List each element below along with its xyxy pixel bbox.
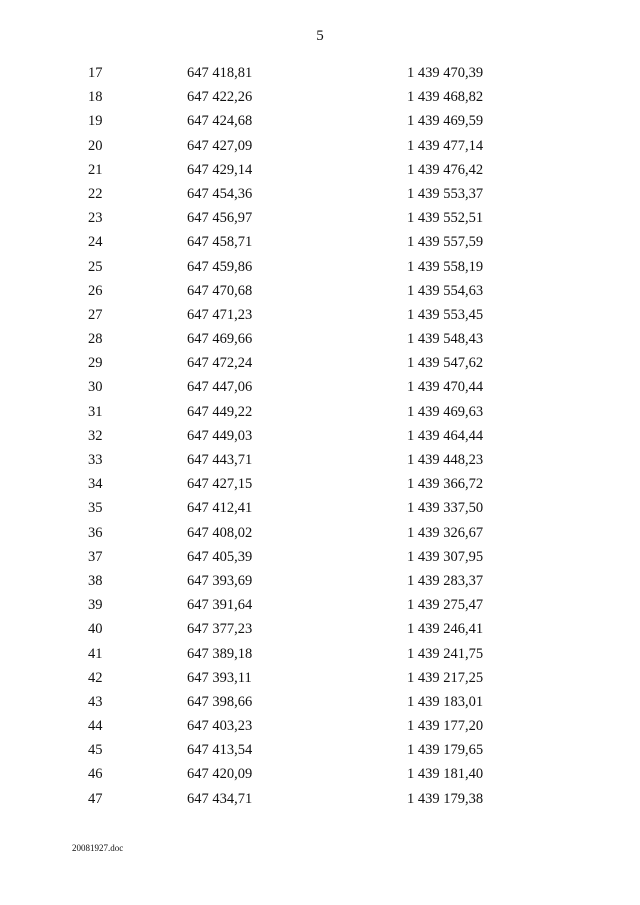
x-coordinate-cell: 647 398,66 — [187, 693, 253, 710]
coordinate-table — [0, 61, 640, 811]
x-coordinate-cell: 647 456,97 — [187, 210, 253, 227]
point-number-cell: 43 — [88, 693, 103, 710]
table-row — [0, 182, 640, 206]
y-coordinate-cell: 1 439 552,51 — [407, 210, 484, 227]
table-row — [0, 545, 640, 569]
point-number-cell: 37 — [88, 548, 103, 565]
point-number-cell: 42 — [88, 669, 103, 686]
table-row — [0, 279, 640, 303]
x-coordinate-cell: 647 471,23 — [187, 306, 253, 323]
y-coordinate-cell: 1 439 476,42 — [407, 161, 484, 178]
x-coordinate-cell: 647 449,22 — [187, 403, 253, 420]
table-row — [0, 666, 640, 690]
table-row — [0, 230, 640, 254]
y-coordinate-cell: 1 439 468,82 — [407, 89, 484, 106]
y-coordinate-cell: 1 439 464,44 — [407, 427, 484, 444]
x-coordinate-cell: 647 458,71 — [187, 234, 253, 251]
point-number-cell: 46 — [88, 766, 103, 783]
x-coordinate-cell: 647 405,39 — [187, 548, 253, 565]
page-number: 5 — [316, 28, 324, 44]
table-row — [0, 158, 640, 182]
x-coordinate-cell: 647 454,36 — [187, 185, 253, 202]
point-number-cell: 23 — [88, 210, 103, 227]
x-coordinate-cell: 647 447,06 — [187, 379, 253, 396]
table-row — [0, 714, 640, 738]
table-row — [0, 327, 640, 351]
point-number-cell: 33 — [88, 452, 103, 468]
y-coordinate-cell: 1 439 326,67 — [407, 524, 484, 541]
x-coordinate-cell: 647 418,81 — [187, 65, 253, 81]
table-row — [0, 61, 640, 85]
point-number-cell: 44 — [88, 718, 103, 735]
point-number-cell: 31 — [88, 403, 103, 420]
y-coordinate-cell: 1 439 246,41 — [407, 621, 484, 638]
table-row — [0, 521, 640, 545]
x-coordinate-cell: 647 434,71 — [187, 790, 253, 807]
x-coordinate-cell: 647 408,02 — [187, 524, 253, 541]
x-coordinate-cell: 647 393,11 — [187, 669, 252, 686]
point-number-cell: 20 — [88, 137, 103, 154]
table-row — [0, 375, 640, 399]
y-coordinate-cell: 1 439 183,01 — [407, 693, 484, 710]
point-number-cell: 27 — [88, 306, 103, 323]
x-coordinate-cell: 647 429,14 — [187, 161, 253, 178]
table-row — [0, 569, 640, 593]
x-coordinate-cell: 647 449,03 — [187, 427, 253, 444]
point-number-cell: 21 — [88, 161, 103, 178]
y-coordinate-cell: 1 439 477,14 — [407, 137, 484, 154]
table-row — [0, 738, 640, 762]
table-row — [0, 690, 640, 714]
point-number-cell: 28 — [88, 331, 103, 348]
x-coordinate-cell: 647 412,41 — [187, 500, 253, 517]
table-row — [0, 109, 640, 133]
point-number-cell: 47 — [88, 790, 103, 807]
x-coordinate-cell: 647 459,86 — [187, 258, 253, 275]
table-row — [0, 642, 640, 666]
y-coordinate-cell: 1 439 469,59 — [407, 113, 484, 130]
point-number-cell: 25 — [88, 258, 103, 275]
table-row — [0, 424, 640, 448]
point-number-cell: 34 — [88, 476, 103, 493]
x-coordinate-cell: 647 443,71 — [187, 452, 253, 468]
x-coordinate-cell: 647 469,66 — [187, 331, 253, 348]
y-coordinate-cell: 1 439 558,19 — [407, 258, 484, 275]
point-number-cell: 26 — [88, 282, 103, 299]
y-coordinate-cell: 1 439 217,25 — [407, 669, 484, 686]
point-number-cell: 39 — [88, 597, 103, 614]
x-coordinate-cell: 647 391,64 — [187, 597, 253, 614]
y-coordinate-cell: 1 439 553,45 — [407, 306, 484, 323]
point-number-cell: 35 — [88, 500, 103, 517]
y-coordinate-cell: 1 439 337,50 — [407, 500, 484, 517]
point-number-cell: 18 — [88, 89, 103, 106]
table-row — [0, 206, 640, 230]
x-coordinate-cell: 647 427,09 — [187, 137, 253, 154]
point-number-cell: 32 — [88, 427, 103, 444]
x-coordinate-cell: 647 470,68 — [187, 282, 253, 299]
y-coordinate-cell: 1 439 241,75 — [407, 645, 484, 662]
table-row — [0, 617, 640, 641]
x-coordinate-cell: 647 389,18 — [187, 645, 253, 662]
point-number-cell: 40 — [88, 621, 103, 638]
x-coordinate-cell: 647 427,15 — [187, 476, 253, 493]
table-row — [0, 762, 640, 786]
y-coordinate-cell: 1 439 470,39 — [407, 65, 484, 81]
y-coordinate-cell: 1 439 177,20 — [407, 718, 484, 735]
point-number-cell: 36 — [88, 524, 103, 541]
point-number-cell: 19 — [88, 113, 103, 130]
table-row — [0, 134, 640, 158]
x-coordinate-cell: 647 422,26 — [187, 89, 253, 106]
table-row — [0, 85, 640, 109]
y-coordinate-cell: 1 439 470,44 — [407, 379, 484, 396]
footer-filename: 20081927.doc — [72, 843, 124, 853]
table-row — [0, 448, 640, 472]
y-coordinate-cell: 1 439 283,37 — [407, 572, 484, 589]
x-coordinate-cell: 647 420,09 — [187, 766, 253, 783]
point-number-cell: 29 — [88, 355, 103, 372]
y-coordinate-cell: 1 439 179,38 — [407, 790, 484, 807]
x-coordinate-cell: 647 413,54 — [187, 742, 253, 759]
table-row — [0, 255, 640, 279]
x-coordinate-cell: 647 472,24 — [187, 355, 253, 372]
y-coordinate-cell: 1 439 469,63 — [407, 403, 484, 420]
y-coordinate-cell: 1 439 557,59 — [407, 234, 484, 251]
point-number-cell: 22 — [88, 185, 103, 202]
y-coordinate-cell: 1 439 448,23 — [407, 452, 484, 468]
y-coordinate-cell: 1 439 548,43 — [407, 331, 484, 348]
y-coordinate-cell: 1 439 554,63 — [407, 282, 484, 299]
table-row — [0, 787, 640, 811]
y-coordinate-cell: 1 439 275,47 — [407, 597, 484, 614]
y-coordinate-cell: 1 439 181,40 — [407, 766, 484, 783]
point-number-cell: 24 — [88, 234, 103, 251]
point-number-cell: 45 — [88, 742, 103, 759]
x-coordinate-cell: 647 403,23 — [187, 718, 253, 735]
point-number-cell: 30 — [88, 379, 103, 396]
y-coordinate-cell: 1 439 553,37 — [407, 185, 484, 202]
table-row — [0, 472, 640, 496]
table-row — [0, 593, 640, 617]
table-row — [0, 303, 640, 327]
x-coordinate-cell: 647 393,69 — [187, 572, 253, 589]
x-coordinate-cell: 647 377,23 — [187, 621, 253, 638]
table-row — [0, 400, 640, 424]
y-coordinate-cell: 1 439 179,65 — [407, 742, 484, 759]
point-number-cell: 38 — [88, 572, 103, 589]
point-number-cell: 41 — [88, 645, 103, 662]
x-coordinate-cell: 647 424,68 — [187, 113, 253, 130]
y-coordinate-cell: 1 439 366,72 — [407, 476, 484, 493]
table-row — [0, 496, 640, 520]
point-number-cell: 17 — [88, 65, 103, 81]
y-coordinate-cell: 1 439 307,95 — [407, 548, 484, 565]
y-coordinate-cell: 1 439 547,62 — [407, 355, 484, 372]
table-row — [0, 351, 640, 375]
